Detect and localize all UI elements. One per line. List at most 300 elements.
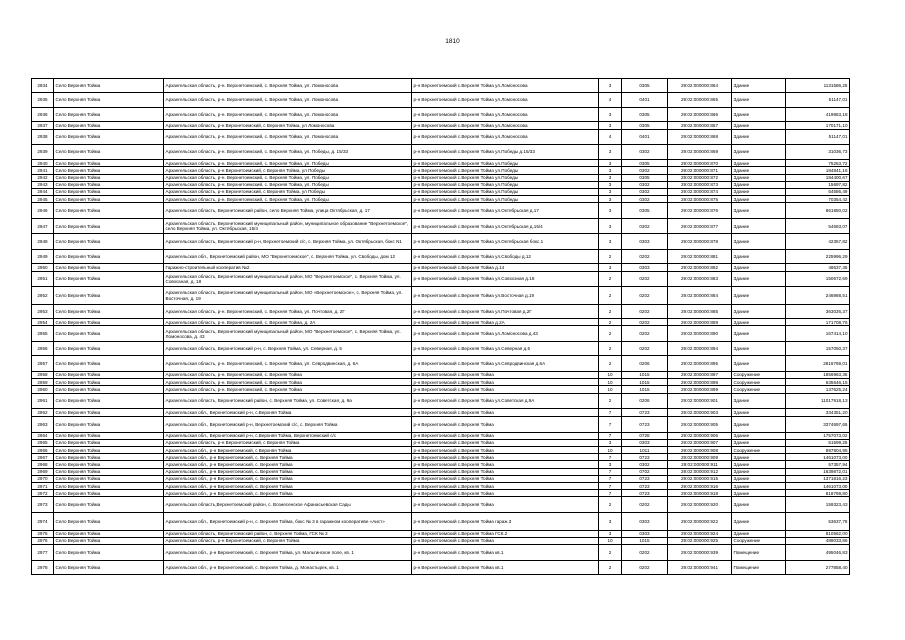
- location-cell: р-н Верхнетоемский с.Верхняя Тойма ул.Октябрьская д.15/4: [412, 218, 599, 234]
- address-cell: Архангельская область, р-н. Верхнетоемский, с. Верхняя Тойма, ул. Ломоносова: [164, 93, 412, 107]
- category-code-cell: 0302: [622, 144, 668, 160]
- address-cell: Архангельская область, Верхнетоемский район, село Верхняя Тойма, улица Октябрьская, д. 17: [164, 203, 412, 219]
- category-code-cell: 0202: [622, 560, 668, 574]
- value-cell: 1461073,00: [786, 454, 850, 461]
- row-number-cell: 2957: [32, 356, 54, 372]
- address-cell: Архангельская область, р-н. Верхнетоемский, с. Верхняя Тойма, ул. Победы, д. 15/33: [164, 144, 412, 160]
- table-row: [32, 371, 850, 378]
- cadastral-number-cell: 29:02:000000:916: [668, 483, 732, 490]
- cadastral-number-cell: 29:02:000000:884: [668, 287, 732, 305]
- address-cell: Архангельская обл., р-н Верхнетоемский, с. Верхняя Тойма: [164, 475, 412, 482]
- address-cell: Архангельская область, р-н. Верхнетоемский, с. Верхняя Тойма, ул. Севродвинская, д. 6А: [164, 356, 412, 372]
- group-cell: 7: [599, 432, 622, 439]
- value-cell: 42357,82: [786, 234, 850, 250]
- cadastral-number-cell: 29:02:000000:866: [668, 107, 732, 121]
- group-cell: 10: [599, 386, 622, 393]
- address-cell: Архангельская область, р-н. Верхнетоемский, с. Верхняя Тойма, ул. Победы: [164, 160, 412, 167]
- value-cell: 167414,10: [786, 326, 850, 342]
- object-type-cell: Здание: [732, 483, 786, 490]
- settlement-cell: Село Верхняя Тойма: [54, 490, 164, 497]
- settlement-cell: Село Верхняя Тойма: [54, 167, 164, 174]
- row-number-cell: 2967: [32, 454, 54, 461]
- cadastral-number-cell: 29:02:000000:911: [668, 461, 732, 468]
- table-row: [32, 250, 850, 264]
- value-cell: 861850,02: [786, 203, 850, 219]
- category-code-cell: 0202: [622, 250, 668, 264]
- location-cell: р-н Верхнетоемский с.Верхняя Тойма: [412, 417, 599, 433]
- category-code-cell: 0303: [622, 234, 668, 250]
- category-code-cell: 0401: [622, 93, 668, 107]
- row-number-cell: 2966: [32, 447, 54, 454]
- address-cell: Архангельская область, р-н. Верхнетоемский, с. Верхняя Тойма, ул. Победы: [164, 196, 412, 203]
- value-cell: 1131586,25: [786, 79, 850, 93]
- category-code-cell: 0202: [622, 497, 668, 513]
- row-number-cell: 2971: [32, 483, 54, 490]
- category-code-cell: 1015: [622, 386, 668, 393]
- object-type-cell: Здание: [732, 475, 786, 482]
- location-cell: р-н Верхнетоемский с.Верхняя Тойма ул.Свободы д.12: [412, 250, 599, 264]
- value-cell: 489033,86: [786, 537, 850, 544]
- row-number-cell: 2976: [32, 537, 54, 544]
- cadastral-number-cell: 29:02:000000:875: [668, 196, 732, 203]
- category-code-cell: 0302: [622, 167, 668, 174]
- table-row: [32, 475, 850, 482]
- settlement-cell: Село Верхняя Тойма: [54, 181, 164, 188]
- row-number-cell: 2955: [32, 326, 54, 342]
- group-cell: 10: [599, 447, 622, 454]
- table-row: [32, 144, 850, 160]
- value-cell: 70354,42: [786, 196, 850, 203]
- row-number-cell: 2935: [32, 93, 54, 107]
- settlement-cell: Село Верхняя Тойма: [54, 530, 164, 537]
- value-cell: 75253,72: [786, 160, 850, 167]
- table-row: [32, 544, 850, 560]
- object-type-cell: Здание: [732, 530, 786, 537]
- row-number-cell: 2963: [32, 417, 54, 433]
- location-cell: р-н Верхнетоемский с.Верхняя Тойма ул.Победы: [412, 167, 599, 174]
- group-cell: 7: [599, 409, 622, 417]
- settlement-cell: Село Верхняя Тойма: [54, 475, 164, 482]
- category-code-cell: 1015: [622, 371, 668, 378]
- object-type-cell: Здание: [732, 319, 786, 326]
- cadastral-number-cell: 29:02:000000:873: [668, 181, 732, 188]
- settlement-cell: Село Верхняя Тойма: [54, 174, 164, 181]
- category-code-cell: 0401: [622, 130, 668, 144]
- category-code-cell: 0303: [622, 513, 668, 531]
- row-number-cell: 2958: [32, 371, 54, 378]
- cadastral-number-cell: 29:02:000000:872: [668, 174, 732, 181]
- group-cell: 3: [599, 203, 622, 219]
- address-cell: Архангельская область, Верхнетоемский муниципальный район, МО "Верхнетоемское", с. Верхняя Тойма, ул. Ломоносова, д. 43: [164, 326, 412, 342]
- address-cell: Архангельская область, Верхнетоемский муниципальный район, МО «Верхнетоемское», с. Верхняя Тойма, ул. Восточная, д. 19: [164, 287, 412, 305]
- row-number-cell: 2942: [32, 174, 54, 181]
- table-row: [32, 379, 850, 386]
- settlement-cell: Село Верхняя Тойма: [54, 79, 164, 93]
- row-number-cell: 2948: [32, 234, 54, 250]
- settlement-cell: Село Верхняя Тойма: [54, 393, 164, 409]
- location-cell: р-н Верхнетоемский с.Верхняя Тойма ул.Октябрьская д.17: [412, 203, 599, 219]
- address-cell: Архангельская область, Верхнетоемский р-н, с. Верхняя Тойма, ул. Северная, д. 5: [164, 342, 412, 356]
- table-row: [32, 490, 850, 497]
- row-number-cell: 2977: [32, 544, 54, 560]
- location-cell: р-н Верхнетоемский с.Верхняя Тойма ул.Ломоносова: [412, 79, 599, 93]
- location-cell: р-н Верхнетоемский с.Верхняя Тойма ул.Октябрьская бокс.1: [412, 234, 599, 250]
- cadastral-number-cell: 29:02:000000:890: [668, 326, 732, 342]
- settlement-cell: Село Верхняя Тойма: [54, 264, 164, 271]
- cadastral-number-cell: 29:02:000000:883: [668, 271, 732, 287]
- category-code-cell: 0302: [622, 181, 668, 188]
- settlement-cell: Село Верхняя Тойма: [54, 468, 164, 475]
- address-cell: Архангельская обл., Верхнетоемский р-н, Верхнетоемский с/с, с. Верхняя Тойма: [164, 417, 412, 433]
- cadastral-number-cell: 29:02:000000:939: [668, 544, 732, 560]
- value-cell: 419863,18: [786, 107, 850, 121]
- address-cell: Архангельская область, р-н Верхнетоемский, с Верхняя Тойма, ул Ломоносова: [164, 122, 412, 130]
- table-row: [32, 356, 850, 372]
- object-type-cell: Здание: [732, 218, 786, 234]
- table-row: [32, 417, 850, 433]
- group-cell: 2: [599, 271, 622, 287]
- value-cell: 1371816,23: [786, 475, 850, 482]
- table-row: [32, 319, 850, 326]
- address-cell: Архангельская обл., р-н Верхнетоемский, с. Верхняя Тойма: [164, 461, 412, 468]
- value-cell: 15697,82: [786, 181, 850, 188]
- group-cell: 2: [599, 356, 622, 372]
- object-type-cell: Помещение: [732, 560, 786, 574]
- category-code-cell: 0305: [622, 203, 668, 219]
- category-code-cell: 0302: [622, 196, 668, 203]
- value-cell: 51599,25: [786, 439, 850, 446]
- table-row: [32, 234, 850, 250]
- settlement-cell: Село Верхняя Тойма: [54, 326, 164, 342]
- table-row: [32, 264, 850, 271]
- group-cell: 7: [599, 417, 622, 433]
- row-number-cell: 2954: [32, 319, 54, 326]
- cadastral-number-cell: 29:02:000000:907: [668, 439, 732, 446]
- address-cell: Архангельская обл., Верхнетоемский р-н, с.Верхняя Тойма, Верхнетоемский с/с: [164, 432, 412, 439]
- location-cell: р-н Верхнетоемский с.Верхняя Тойма ул.Почтовая д.2Г: [412, 304, 599, 318]
- row-number-cell: 2945: [32, 196, 54, 203]
- category-code-cell: 0302: [622, 188, 668, 195]
- settlement-cell: Село Верхняя Тойма: [54, 234, 164, 250]
- value-cell: 51147,01: [786, 93, 850, 107]
- settlement-cell: Село Верхняя Тойма: [54, 188, 164, 195]
- location-cell: р-н Верхнетоемский с.Верхняя Тойма ул.Советская д.9А: [412, 393, 599, 409]
- table-row: [32, 326, 850, 342]
- group-cell: 2: [599, 544, 622, 560]
- settlement-cell: Село Верхняя Тойма: [54, 122, 164, 130]
- table-row: [32, 461, 850, 468]
- object-type-cell: Здание: [732, 409, 786, 417]
- group-cell: 10: [599, 371, 622, 378]
- category-code-cell: 1011: [622, 447, 668, 454]
- category-code-cell: 0723: [622, 490, 668, 497]
- address-cell: Архангельская обл., р-н Верхнетоемский, с Верхняя Тойма: [164, 447, 412, 454]
- table-row: [32, 107, 850, 121]
- table-row: [32, 196, 850, 203]
- table-body: [32, 79, 850, 575]
- group-cell: 2: [599, 304, 622, 318]
- location-cell: р-н Верхнетоемский с.Верхняя Тойма: [412, 497, 599, 513]
- category-code-cell: 0202: [622, 304, 668, 318]
- row-number-cell: 2969: [32, 468, 54, 475]
- table-row: [32, 497, 850, 513]
- location-cell: р-н Верхнетоемский с.Верхняя Тойма ул.Победы: [412, 160, 599, 167]
- cadastral-number-cell: 29:02:000000:894: [668, 342, 732, 356]
- cadastral-number-cell: 29:02:000000:889: [668, 319, 732, 326]
- address-cell: Архангельская область, р-н. Верхнетоемский, с. Верхняя Тойма: [164, 379, 412, 386]
- cadastral-number-cell: 29:02:000000:901: [668, 393, 732, 409]
- cadastral-number-cell: 29:02:000000:881: [668, 250, 732, 264]
- settlement-cell: Село Верхняя Тойма: [54, 537, 164, 544]
- row-number-cell: 2940: [32, 160, 54, 167]
- category-code-cell: 0202: [622, 271, 668, 287]
- category-code-cell: 0303: [622, 530, 668, 537]
- table-row: [32, 79, 850, 93]
- location-cell: р-н Верхнетоемский с.Верхняя Тойма ул.Севродвинская д.6А: [412, 356, 599, 372]
- cadastral-number-cell: 29:02:000000:918: [668, 490, 732, 497]
- group-cell: 3: [599, 264, 622, 271]
- object-type-cell: Здание: [732, 160, 786, 167]
- address-cell: Архангельская область, р-н. Верхнетоемский, с. Верхняя Тойма, ул. Ломоносова: [164, 130, 412, 144]
- cadastral-number-cell: 29:02:000000:920: [668, 497, 732, 513]
- value-cell: 53637,78: [786, 513, 850, 531]
- group-cell: 3: [599, 107, 622, 121]
- value-cell: 1639872,01: [786, 468, 850, 475]
- group-cell: 3: [599, 167, 622, 174]
- category-code-cell: 0206: [622, 356, 668, 372]
- value-cell: 137625,24: [786, 386, 850, 393]
- category-code-cell: 0702: [622, 468, 668, 475]
- location-cell: р-н Верхнетоемский с.Верхняя Тойма: [412, 537, 599, 544]
- settlement-cell: Село Верхняя Тойма: [54, 497, 164, 513]
- category-code-cell: 1015: [622, 379, 668, 386]
- cadastral-number-cell: 29:02:000000:906: [668, 432, 732, 439]
- location-cell: р-н Верхнетоемский с.Верхняя Тойма ул.Ломоносова д.43: [412, 326, 599, 342]
- table-row: [32, 271, 850, 287]
- settlement-cell: Село Верхняя Тойма: [54, 319, 164, 326]
- group-cell: 3: [599, 79, 622, 93]
- settlement-cell: Село Верхняя Тойма: [54, 371, 164, 378]
- table-row: [32, 560, 850, 574]
- property-register-table: [31, 78, 850, 575]
- object-type-cell: Здание: [732, 513, 786, 531]
- value-cell: 363026,37: [786, 304, 850, 318]
- table-row: [32, 174, 850, 181]
- table-row: [32, 468, 850, 475]
- address-cell: Архангельская область, р-н Верхнетоемский, с Верхняя Тойма: [164, 537, 412, 544]
- row-number-cell: 2941: [32, 167, 54, 174]
- object-type-cell: Сооружение: [732, 447, 786, 454]
- table-row: [32, 454, 850, 461]
- cadastral-number-cell: 29:02:000000:898: [668, 379, 732, 386]
- table-row: [32, 537, 850, 544]
- cadastral-number-cell: 29:02:000000:924: [668, 530, 732, 537]
- address-cell: Архангельская область, Верхнетоемский р-н, Верхнетоемский с/с, с. Верхняя Тойма, ул. Октябрьская, бокс N1: [164, 234, 412, 250]
- settlement-cell: Село Верхняя Тойма: [54, 160, 164, 167]
- row-number-cell: 2973: [32, 497, 54, 513]
- object-type-cell: Здание: [732, 417, 786, 433]
- value-cell: 1757073,02: [786, 432, 850, 439]
- location-cell: р-н Верхнетоемский с.Верхняя Тойма: [412, 483, 599, 490]
- category-code-cell: 0202: [622, 342, 668, 356]
- category-code-cell: 0728: [622, 432, 668, 439]
- location-cell: р-н Верхнетоемский с.Верхняя Тойма: [412, 468, 599, 475]
- category-code-cell: 0723: [622, 454, 668, 461]
- category-code-cell: 0723: [622, 417, 668, 433]
- row-number-cell: 2960: [32, 386, 54, 393]
- row-number-cell: 2962: [32, 409, 54, 417]
- settlement-cell: Село Верхняя Тойма: [54, 483, 164, 490]
- address-cell: Архангельская область, р-н Верхнетоемский, с Верхняя Тойма, ул Победы: [164, 188, 412, 195]
- table-row: [32, 304, 850, 318]
- group-cell: 2: [599, 326, 622, 342]
- location-cell: р-н Верхнетоемский с.Верхняя Тойма ГСК.2: [412, 530, 599, 537]
- settlement-cell: Село Верхняя Тойма: [54, 287, 164, 305]
- address-cell: Архангельская область, р-н. Верхнетоемский, с. Верхняя Тойма, ул. Ломоносова: [164, 79, 412, 93]
- object-type-cell: Здание: [732, 79, 786, 93]
- object-type-cell: Здание: [732, 167, 786, 174]
- category-code-cell: 0305: [622, 107, 668, 121]
- group-cell: 3: [599, 461, 622, 468]
- location-cell: р-н Верхнетоемский с.Верхняя Тойма кв.1: [412, 544, 599, 560]
- value-cell: 277858,40: [786, 560, 850, 574]
- group-cell: 3: [599, 196, 622, 203]
- table-row: [32, 409, 850, 417]
- value-cell: 184400,67: [786, 174, 850, 181]
- row-number-cell: 2964: [32, 432, 54, 439]
- address-cell: Архангельская область, р-н. Верхнетоемский, с. Верхняя Тойма, ул. Почтовая, д. 2Г: [164, 304, 412, 318]
- group-cell: 4: [599, 130, 622, 144]
- address-cell: Архангельская область, Верхнетоемский муниципальный район, муниципальное образование "Верхнетоемское", село Верхняя Тойма, ул. Октябрьская, 15/4: [164, 218, 412, 234]
- row-number-cell: 2968: [32, 461, 54, 468]
- group-cell: 3: [599, 122, 622, 130]
- value-cell: 150672,69: [786, 271, 850, 287]
- location-cell: р-н Верхнетоемский с.Верхняя Тойма: [412, 454, 599, 461]
- table-row: [32, 160, 850, 167]
- settlement-cell: Село Верхняя Тойма: [54, 271, 164, 287]
- row-number-cell: 2959: [32, 379, 54, 386]
- cadastral-number-cell: 29:02:000000:876: [668, 203, 732, 219]
- address-cell: Архангельская область, р-н. Верхнетоемский, с. Верхняя Тойма: [164, 371, 412, 378]
- group-cell: 3: [599, 234, 622, 250]
- location-cell: р-н Верхнетоемский с.Верхняя Тойма: [412, 490, 599, 497]
- table-row: [32, 203, 850, 219]
- table-row: [32, 530, 850, 537]
- category-code-cell: 0305: [622, 122, 668, 130]
- settlement-cell: Село Верхняя Тойма: [54, 560, 164, 574]
- group-cell: 3: [599, 513, 622, 531]
- group-cell: 2: [599, 497, 622, 513]
- group-cell: 4: [599, 93, 622, 107]
- table-row: [32, 513, 850, 531]
- location-cell: р-н Верхнетоемский с.Верхняя Тойма ул.Победы: [412, 181, 599, 188]
- location-cell: р-н Верхнетоемский с.Верхняя Тойма: [412, 439, 599, 446]
- group-cell: 3: [599, 174, 622, 181]
- value-cell: 334351,20: [786, 409, 850, 417]
- row-number-cell: 2965: [32, 439, 54, 446]
- object-type-cell: Здание: [732, 432, 786, 439]
- address-cell: Архангельская обл., р-н Верхнетоемский, с. Верхняя Тойма: [164, 454, 412, 461]
- object-type-cell: Здание: [732, 181, 786, 188]
- location-cell: р-н Верхнетоемский с.Верхняя Тойма ул.Победы: [412, 188, 599, 195]
- settlement-cell: Село Верхняя Тойма: [54, 447, 164, 454]
- object-type-cell: Сооружение: [732, 386, 786, 393]
- object-type-cell: Здание: [732, 490, 786, 497]
- row-number-cell: 2943: [32, 181, 54, 188]
- address-cell: Архангельская обл., р-н Верхнетоемский, с. Верхняя Тойма: [164, 490, 412, 497]
- table-row: [32, 393, 850, 409]
- location-cell: р-н Верхнетоемский с.Верхняя Тойма ул.Ломоносова: [412, 122, 599, 130]
- location-cell: р-н Верхнетоемский с.Верхняя Тойма ул.Ломоносова: [412, 93, 599, 107]
- table-row: [32, 188, 850, 195]
- group-cell: 7: [599, 468, 622, 475]
- object-type-cell: Здание: [732, 304, 786, 318]
- row-number-cell: 2975: [32, 530, 54, 537]
- location-cell: р-н Верхнетоемский с.Верхняя Тойма ул.Победы д.15/33: [412, 144, 599, 160]
- object-type-cell: Сооружение: [732, 371, 786, 378]
- row-number-cell: 2978: [32, 560, 54, 574]
- address-cell: Архангельская обл., р-н Верхнетоемский, с. Верхняя Тойма: [164, 483, 412, 490]
- object-type-cell: Здание: [732, 203, 786, 219]
- cadastral-number-cell: 29:02:000000:905: [668, 417, 732, 433]
- address-cell: Архангельская область,Верхнетоемский район, с. Вознесенское Афанасьевская Сады: [164, 497, 412, 513]
- object-type-cell: Сооружение: [732, 379, 786, 386]
- row-number-cell: 2972: [32, 490, 54, 497]
- object-type-cell: Здание: [732, 497, 786, 513]
- value-cell: 48637,35: [786, 264, 850, 271]
- cadastral-number-cell: 29:02:000000:915: [668, 475, 732, 482]
- cadastral-number-cell: 29:02:000000:882: [668, 264, 732, 271]
- object-type-cell: Здание: [732, 271, 786, 287]
- cadastral-number-cell: 29:02:000000:871: [668, 167, 732, 174]
- group-cell: 2: [599, 393, 622, 409]
- settlement-cell: Село Верхняя Тойма: [54, 130, 164, 144]
- category-code-cell: 0202: [622, 326, 668, 342]
- group-cell: 3: [599, 181, 622, 188]
- location-cell: р-н Верхнетоемский с.Верхняя Тойма: [412, 379, 599, 386]
- table-row: [32, 122, 850, 130]
- address-cell: Архангельская обл., Верхнетоемский район, МО "Верхнетоемское", с. Верхняя Тойма, ул. Свободы, дом 12: [164, 250, 412, 264]
- row-number-cell: 2953: [32, 304, 54, 318]
- settlement-cell: Село Верхняя Тойма: [54, 454, 164, 461]
- location-cell: р-н Верхнетоемский с.Верхняя Тойма ул.Ломоносова: [412, 107, 599, 121]
- settlement-cell: Село Верхняя Тойма: [54, 379, 164, 386]
- object-type-cell: Здание: [732, 107, 786, 121]
- table-row: [32, 167, 850, 174]
- settlement-cell: Село Верхняя Тойма: [54, 218, 164, 234]
- address-cell: Архангельская область, р-н. Верхнетоемский, с. Верхняя Тойма, д. 2А: [164, 319, 412, 326]
- row-number-cell: 2956: [32, 342, 54, 356]
- table-row: [32, 432, 850, 439]
- location-cell: р-н Верхнетоемский с.Верхняя Тойма ул.Северная д.5: [412, 342, 599, 356]
- location-cell: р-н Верхнетоемский с.Верхняя Тойма ул.Ломоносова: [412, 130, 599, 144]
- cadastral-number-cell: 29:02:000000:895: [668, 356, 732, 372]
- settlement-cell: Село Верхняя Тойма: [54, 203, 164, 219]
- object-type-cell: Здание: [732, 326, 786, 342]
- table-row: [32, 483, 850, 490]
- category-code-cell: 0303: [622, 439, 668, 446]
- row-number-cell: 2952: [32, 287, 54, 305]
- row-number-cell: 2951: [32, 271, 54, 287]
- location-cell: р-н Верхнетоемский с.Верхняя Тойма гараж.3: [412, 513, 599, 531]
- object-type-cell: Здание: [732, 356, 786, 372]
- settlement-cell: Село Верхняя Тойма: [54, 544, 164, 560]
- address-cell: Архангельская область, р-н Верхнетоемский, с Верхняя Тойма: [164, 439, 412, 446]
- address-cell: Архангельская область, Верхнетоемский район, с. Верхняя Тойма, ГСК № 2: [164, 530, 412, 537]
- object-type-cell: Помещение: [732, 544, 786, 560]
- object-type-cell: Здание: [732, 342, 786, 356]
- row-number-cell: 2937: [32, 122, 54, 130]
